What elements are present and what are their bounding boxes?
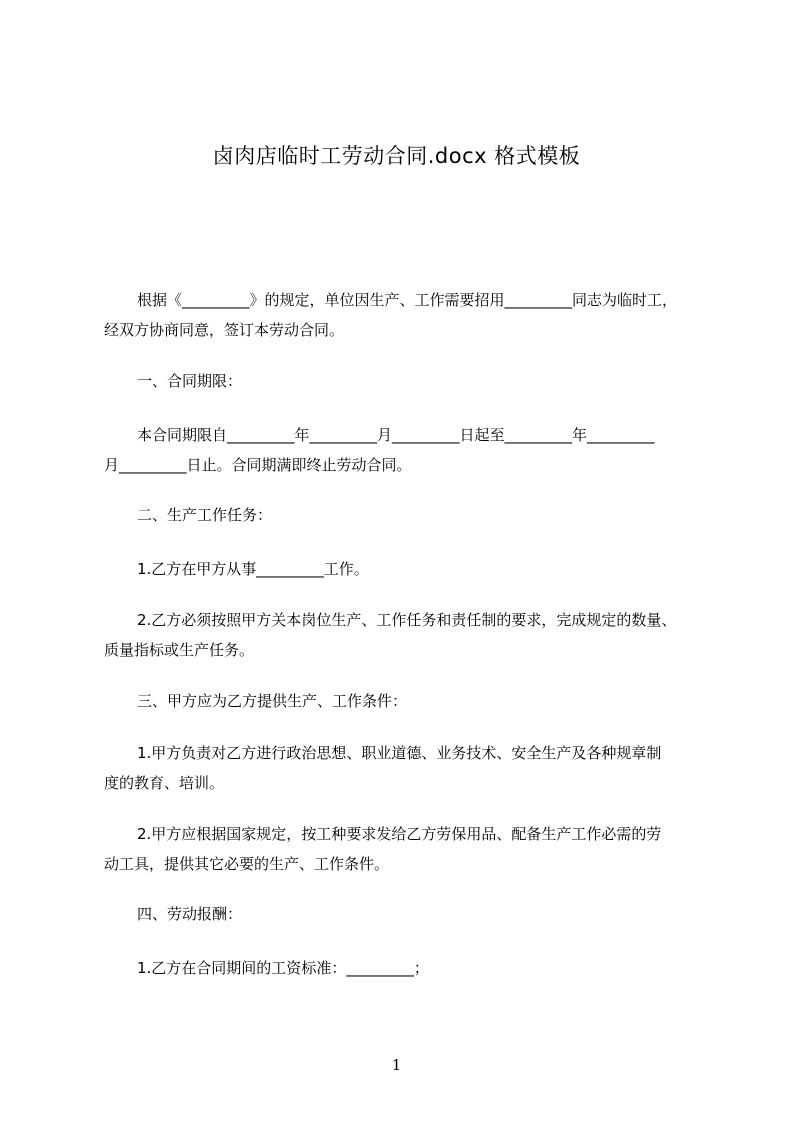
section-heading	[104, 899, 704, 929]
paragraph-line: 1.甲方负责对乙方进行政治思想、职业道德、业务技术、安全生产及各种规章制	[137, 744, 662, 762]
paragraph-line: 2.甲方应根据国家规定，按工种要求发给乙方劳保用品、配备生产工作必需的劳	[137, 825, 662, 843]
list-item-text: 1.乙方在甲方从事_________工作。	[137, 560, 369, 578]
paragraph-line: 根据《_________》的规定，单位因生产、工作需要招用_________同志为临时工，	[137, 291, 678, 309]
document-title: 卤肉店临时工劳动合同.docx 格式模板	[212, 144, 581, 168]
list-item	[104, 819, 704, 879]
heading-text: 四、劳动报酬：	[137, 905, 243, 923]
list-item	[104, 554, 704, 584]
contract-term-paragraph	[104, 420, 704, 480]
paragraph-line: 2.乙方必须按照甲方关本岗位生产、工作任务和责任制的要求，完成规定的数量、	[137, 611, 677, 629]
section-heading	[104, 686, 704, 716]
list-item-text: 1.乙方在合同期间的工资标准：_________；	[137, 959, 429, 977]
paragraph-line: 度的教育、培训。	[104, 774, 225, 792]
section-heading	[104, 366, 704, 396]
intro-paragraph	[104, 285, 704, 345]
paragraph-line: 质量指标或生产任务。	[104, 641, 255, 659]
paragraph-line: 经双方协商同意，签订本劳动合同。	[104, 321, 345, 339]
heading-text: 二、生产工作任务：	[137, 506, 273, 524]
paragraph-line: 本合同期限自_________年_________月_________日起至_________年_________	[137, 426, 655, 444]
list-item	[104, 738, 704, 798]
heading-text: 一、合同期限：	[137, 372, 243, 390]
list-item	[104, 953, 704, 983]
list-item	[104, 605, 704, 665]
page-number: 1	[391, 1056, 402, 1074]
heading-text: 三、甲方应为乙方提供生产、工作条件：	[137, 692, 408, 710]
paragraph-line: 动工具，提供其它必要的生产、工作条件。	[104, 855, 390, 873]
paragraph-line: 月_________日止。合同期满即终止劳动合同。	[104, 456, 412, 474]
section-heading	[104, 500, 704, 530]
